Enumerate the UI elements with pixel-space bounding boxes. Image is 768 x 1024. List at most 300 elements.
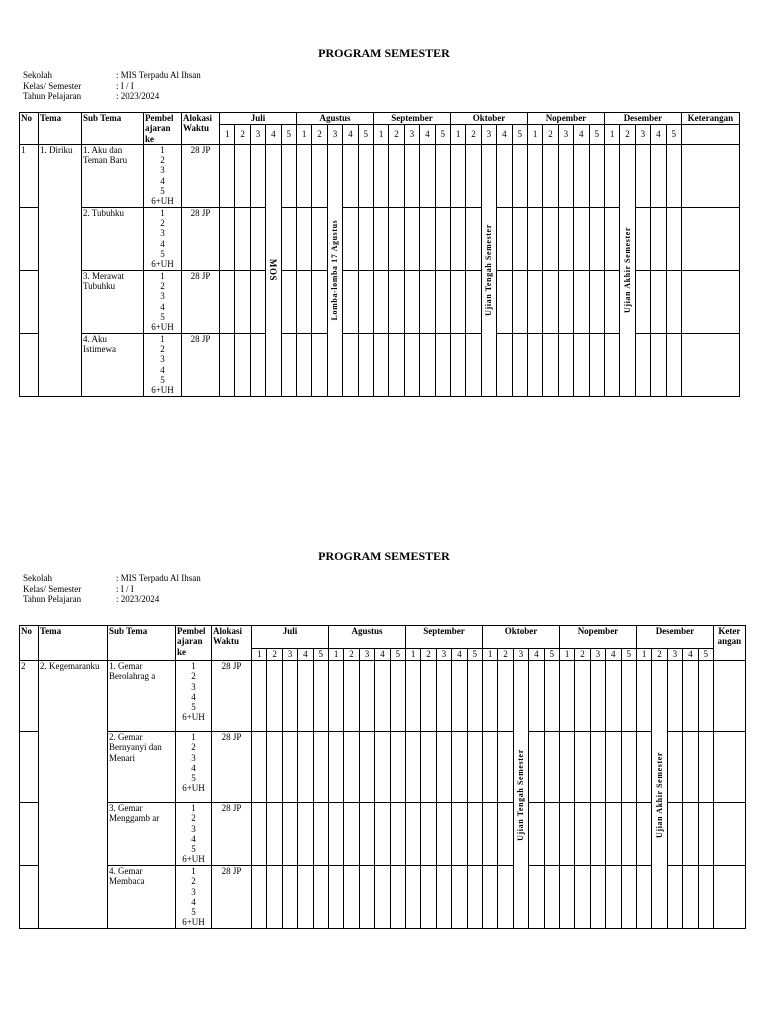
week-cell <box>359 661 374 732</box>
week-cell <box>667 661 682 732</box>
week-cell <box>512 207 527 270</box>
week-cell <box>498 732 513 803</box>
info-label: Sekolah <box>23 70 52 80</box>
info-label: Sekolah <box>23 573 52 583</box>
week-cell <box>636 661 651 732</box>
month-header: September <box>373 113 450 125</box>
week-cell <box>467 866 482 929</box>
week-cell <box>558 270 573 333</box>
month-header: Agustus <box>296 113 373 125</box>
header-keterangan: Keter angan <box>713 626 745 661</box>
week-cell <box>313 732 328 803</box>
alokasi-waktu: 28 JP <box>182 207 220 270</box>
week-cell <box>527 144 542 207</box>
week-cell <box>390 866 405 929</box>
pembelajaran-item: 3 <box>191 681 196 692</box>
keterangan-subheader <box>681 124 739 144</box>
vertical-activity-label: Ujian Akhir Semester <box>654 751 664 838</box>
info-label: Kelas/ Semester <box>23 80 82 91</box>
info-value: : MIS Terpadu Al Ihsan <box>116 573 201 583</box>
week-cell <box>450 270 465 333</box>
week-cell <box>312 144 327 207</box>
week-cell <box>497 333 512 396</box>
pembelajaran-item: 6+UH <box>182 712 205 723</box>
pembelajaran-item: 6+UH <box>151 322 174 333</box>
week-cell <box>344 661 359 732</box>
week-cell <box>420 207 435 270</box>
week-cell <box>543 270 558 333</box>
pembelajaran-item: 2 <box>160 155 165 166</box>
week-number: 4 <box>375 649 390 661</box>
month-header: Nopember <box>527 113 604 125</box>
pembelajaran-item: 1 <box>160 144 165 155</box>
week-cell <box>328 732 343 803</box>
week-cell <box>282 732 297 803</box>
week-number: 5 <box>358 124 373 144</box>
week-cell <box>559 732 574 803</box>
pembelajaran-item: 1 <box>191 803 196 813</box>
week-cell <box>635 270 650 333</box>
header-pembelajaran: Pembel ajaran ke <box>144 113 182 145</box>
pembelajaran-item: 5 <box>160 186 165 197</box>
week-number: 2 <box>389 124 404 144</box>
keterangan-cell <box>713 866 745 929</box>
header-keterangan: Keterangan <box>681 113 739 125</box>
pembelajaran-item: 1 <box>160 207 165 218</box>
week-number: 3 <box>359 649 374 661</box>
pembelajaran-item: 2 <box>160 281 165 292</box>
row-number <box>20 803 39 866</box>
pembelajaran-item: 3 <box>191 886 196 897</box>
week-cell <box>390 661 405 732</box>
pembelajaran-item: 5 <box>191 907 196 918</box>
week-cell <box>590 866 605 929</box>
week-cell <box>482 866 497 929</box>
week-cell <box>543 333 558 396</box>
week-number: 2 <box>498 649 513 661</box>
subtema-name: 3. Gemar Menggamb ar <box>108 803 176 866</box>
week-number: 1 <box>405 649 420 661</box>
week-cell <box>529 732 544 803</box>
week-number: 5 <box>467 649 482 661</box>
week-cell <box>375 866 390 929</box>
week-cell <box>252 732 267 803</box>
week-cell <box>666 270 681 333</box>
info-label: Kelas/ Semester <box>23 583 82 594</box>
week-cell <box>666 144 681 207</box>
keterangan-cell <box>681 144 739 207</box>
week-cell <box>375 661 390 732</box>
week-number: 4 <box>266 124 281 144</box>
month-header: Juli <box>252 626 329 649</box>
week-number: 2 <box>421 649 436 661</box>
keterangan-cell <box>713 803 745 866</box>
week-cell <box>359 866 374 929</box>
week-cell <box>436 732 451 803</box>
row-number <box>20 866 39 929</box>
week-cell <box>421 661 436 732</box>
week-number: 2 <box>543 124 558 144</box>
week-number: 2 <box>267 649 282 661</box>
header-alokasi: Alokasi Waktu <box>212 626 252 661</box>
week-number: 5 <box>621 649 636 661</box>
week-cell <box>544 732 559 803</box>
week-cell <box>543 207 558 270</box>
info-value: : 2023/2024 <box>116 594 160 604</box>
week-cell <box>358 333 373 396</box>
week-cell <box>389 144 404 207</box>
week-cell <box>373 333 388 396</box>
week-cell <box>298 803 313 866</box>
pembelajaran-item: 6+UH <box>182 917 205 928</box>
week-number: 3 <box>250 124 265 144</box>
subtema-name: 1. Aku dan Teman Baru <box>82 144 144 207</box>
week-number: 4 <box>529 649 544 661</box>
week-cell <box>405 866 420 929</box>
header-alokasi: Alokasi Waktu <box>182 113 220 145</box>
pembelajaran-item: 3 <box>191 823 196 834</box>
week-cell <box>466 333 481 396</box>
week-cell <box>497 207 512 270</box>
info-label: Tahun Pelajaran <box>23 91 82 101</box>
semester-table <box>19 112 740 397</box>
week-cell <box>558 333 573 396</box>
pembelajaran-item: 4 <box>160 238 165 249</box>
week-number: 1 <box>482 649 497 661</box>
week-cell <box>420 333 435 396</box>
row-number: 1 <box>20 144 39 207</box>
week-number: 1 <box>252 649 267 661</box>
week-cell <box>435 207 450 270</box>
week-number: 5 <box>390 649 405 661</box>
week-cell <box>344 732 359 803</box>
keterangan-cell <box>681 207 739 270</box>
week-cell <box>467 661 482 732</box>
week-number: 5 <box>281 124 296 144</box>
header-no: No <box>20 626 39 661</box>
page-title: PROGRAM SEMESTER <box>318 46 450 60</box>
week-cell <box>359 803 374 866</box>
week-cell <box>698 803 713 866</box>
week-cell <box>683 803 698 866</box>
week-number: 3 <box>513 649 528 661</box>
week-number: 2 <box>466 124 481 144</box>
week-cell <box>558 144 573 207</box>
week-cell <box>405 732 420 803</box>
week-cell <box>405 803 420 866</box>
pembelajaran-item: 4 <box>191 762 196 773</box>
month-header: Juli <box>220 113 297 125</box>
week-number: 3 <box>282 649 297 661</box>
week-cell <box>667 866 682 929</box>
week-cell <box>281 144 296 207</box>
merged-week-cell <box>327 144 342 396</box>
week-cell <box>698 661 713 732</box>
pembelajaran-item: 1 <box>191 661 196 671</box>
week-cell <box>529 803 544 866</box>
pembelajaran-item: 4 <box>160 301 165 312</box>
week-number: 3 <box>481 124 496 144</box>
week-number: 4 <box>298 649 313 661</box>
week-number: 4 <box>497 124 512 144</box>
week-cell <box>666 333 681 396</box>
info-value: : I / I <box>116 80 134 91</box>
merged-week-cell <box>620 144 635 396</box>
week-cell <box>296 207 311 270</box>
week-cell <box>544 661 559 732</box>
week-number: 4 <box>606 649 621 661</box>
vertical-activity-label: Ujian Tengah Semester <box>515 748 525 841</box>
week-number: 1 <box>559 649 574 661</box>
week-cell <box>604 333 619 396</box>
week-cell <box>220 207 235 270</box>
week-cell <box>220 333 235 396</box>
week-number: 1 <box>450 124 465 144</box>
week-number: 4 <box>343 124 358 144</box>
week-cell <box>435 144 450 207</box>
week-cell <box>590 661 605 732</box>
week-cell <box>543 144 558 207</box>
keterangan-cell <box>713 661 745 732</box>
week-number: 1 <box>604 124 619 144</box>
week-cell <box>267 803 282 866</box>
week-cell <box>482 803 497 866</box>
week-cell <box>420 144 435 207</box>
pembelajaran-item: 1 <box>191 732 196 742</box>
pembelajaran-item: 3 <box>160 291 165 302</box>
week-number: 3 <box>327 124 342 144</box>
pembelajaran-item: 3 <box>160 228 165 239</box>
pembelajaran-item: 3 <box>160 165 165 176</box>
week-cell <box>358 144 373 207</box>
pembelajaran-item: 2 <box>160 218 165 229</box>
week-cell <box>574 207 589 270</box>
week-cell <box>235 207 250 270</box>
subtema-name: 1. Gemar Berolahrag a <box>108 661 176 732</box>
alokasi-waktu: 28 JP <box>212 866 252 929</box>
pembelajaran-item: 1 <box>160 333 165 344</box>
week-cell <box>636 803 651 866</box>
week-cell <box>313 866 328 929</box>
week-cell <box>621 661 636 732</box>
row-number: 2 <box>20 661 39 732</box>
week-cell <box>498 661 513 732</box>
week-cell <box>358 207 373 270</box>
week-cell <box>651 270 666 333</box>
week-cell <box>512 270 527 333</box>
week-cell <box>497 144 512 207</box>
tema-name: 1. Diriku <box>39 144 82 396</box>
week-cell <box>527 270 542 333</box>
week-cell <box>698 866 713 929</box>
week-cell <box>604 270 619 333</box>
week-number: 1 <box>373 124 388 144</box>
week-cell <box>328 866 343 929</box>
week-cell <box>482 732 497 803</box>
week-cell <box>267 866 282 929</box>
week-cell <box>250 270 265 333</box>
month-header: Nopember <box>559 626 636 649</box>
week-cell <box>435 270 450 333</box>
week-cell <box>590 803 605 866</box>
week-cell <box>452 732 467 803</box>
week-cell <box>544 866 559 929</box>
pembelajaran-item: 5 <box>191 844 196 855</box>
week-number: 5 <box>544 649 559 661</box>
week-cell <box>296 333 311 396</box>
week-cell <box>436 661 451 732</box>
week-cell <box>404 144 419 207</box>
pembelajaran-item: 4 <box>160 364 165 375</box>
week-cell <box>404 207 419 270</box>
week-cell <box>683 661 698 732</box>
week-cell <box>436 803 451 866</box>
header-pembelajaran: Pembel ajaran ke <box>176 626 212 661</box>
week-number: 4 <box>574 124 589 144</box>
week-cell <box>344 866 359 929</box>
week-number: 5 <box>313 649 328 661</box>
week-cell <box>450 207 465 270</box>
week-cell <box>604 144 619 207</box>
week-cell <box>252 866 267 929</box>
week-cell <box>466 270 481 333</box>
pembelajaran-item: 6+UH <box>182 854 205 865</box>
week-cell <box>436 866 451 929</box>
info-value: : I / I <box>116 583 134 594</box>
week-number: 5 <box>698 649 713 661</box>
week-cell <box>527 207 542 270</box>
semester-table <box>19 625 746 929</box>
week-cell <box>529 866 544 929</box>
week-cell <box>421 803 436 866</box>
week-number: 2 <box>575 649 590 661</box>
week-cell <box>636 732 651 803</box>
week-cell <box>452 661 467 732</box>
week-cell <box>375 803 390 866</box>
week-cell <box>312 207 327 270</box>
merged-week-cell <box>652 661 667 929</box>
week-cell <box>575 803 590 866</box>
week-cell <box>389 333 404 396</box>
week-cell <box>466 207 481 270</box>
week-cell <box>498 866 513 929</box>
week-cell <box>359 732 374 803</box>
week-number: 3 <box>635 124 650 144</box>
week-cell <box>343 270 358 333</box>
week-cell <box>606 803 621 866</box>
info-label: Tahun Pelajaran <box>23 594 82 604</box>
merged-week-cell <box>266 144 281 396</box>
week-cell <box>466 144 481 207</box>
pembelajaran-item: 1 <box>160 270 165 281</box>
pembelajaran-item: 2 <box>191 671 196 682</box>
alokasi-waktu: 28 JP <box>212 732 252 803</box>
week-cell <box>450 333 465 396</box>
header-tema: Tema <box>39 626 108 661</box>
week-cell <box>651 207 666 270</box>
week-cell <box>252 803 267 866</box>
pembelajaran-item: 6+UH <box>151 196 174 207</box>
week-number: 5 <box>666 124 681 144</box>
alokasi-waktu: 28 JP <box>182 333 220 396</box>
week-cell <box>390 803 405 866</box>
week-cell <box>636 866 651 929</box>
week-cell <box>296 270 311 333</box>
week-cell <box>590 732 605 803</box>
week-cell <box>666 207 681 270</box>
month-header: Oktober <box>482 626 559 649</box>
week-number: 1 <box>527 124 542 144</box>
pembelajaran-item: 5 <box>191 702 196 713</box>
merged-week-cell <box>481 144 496 396</box>
week-cell <box>621 803 636 866</box>
week-cell <box>235 144 250 207</box>
week-cell <box>267 732 282 803</box>
week-cell <box>575 866 590 929</box>
week-cell <box>235 333 250 396</box>
pembelajaran-list <box>176 661 212 732</box>
month-header: Agustus <box>328 626 405 649</box>
week-cell <box>281 333 296 396</box>
week-cell <box>375 732 390 803</box>
week-cell <box>282 866 297 929</box>
week-cell <box>220 144 235 207</box>
week-cell <box>683 866 698 929</box>
week-cell <box>589 207 604 270</box>
week-number: 5 <box>435 124 450 144</box>
week-cell <box>589 270 604 333</box>
week-number: 2 <box>652 649 667 661</box>
week-cell <box>343 144 358 207</box>
pembelajaran-item: 2 <box>160 344 165 355</box>
week-cell <box>527 333 542 396</box>
week-cell <box>282 803 297 866</box>
row-number <box>20 270 39 333</box>
week-cell <box>621 732 636 803</box>
week-cell <box>635 144 650 207</box>
pembelajaran-item: 5 <box>160 312 165 323</box>
week-cell <box>282 661 297 732</box>
pembelajaran-list <box>176 866 212 929</box>
vertical-activity-label: Ujian Tengah Semester <box>483 224 493 317</box>
pembelajaran-item: 2 <box>191 876 196 887</box>
pembelajaran-item: 6+UH <box>151 385 174 396</box>
week-cell <box>667 803 682 866</box>
week-cell <box>281 270 296 333</box>
subtema-name: 3. Merawat Tubuhku <box>82 270 144 333</box>
week-cell <box>298 661 313 732</box>
week-cell <box>358 270 373 333</box>
pembelajaran-item: 2 <box>191 742 196 753</box>
row-number <box>20 732 39 803</box>
week-number: 5 <box>589 124 604 144</box>
week-number: 1 <box>636 649 651 661</box>
subtema-name: 2. Tubuhku <box>82 207 144 270</box>
week-cell <box>606 661 621 732</box>
week-cell <box>452 866 467 929</box>
header-subtema: Sub Tema <box>108 626 176 661</box>
week-cell <box>390 732 405 803</box>
week-number: 2 <box>312 124 327 144</box>
vertical-activity-label: Ujian Akhir Semester <box>622 227 632 314</box>
pembelajaran-list <box>176 803 212 866</box>
row-number <box>20 333 39 396</box>
week-cell <box>312 333 327 396</box>
week-cell <box>220 270 235 333</box>
header-subtema: Sub Tema <box>82 113 144 145</box>
week-cell <box>512 144 527 207</box>
info-value: : 2023/2024 <box>116 91 160 101</box>
